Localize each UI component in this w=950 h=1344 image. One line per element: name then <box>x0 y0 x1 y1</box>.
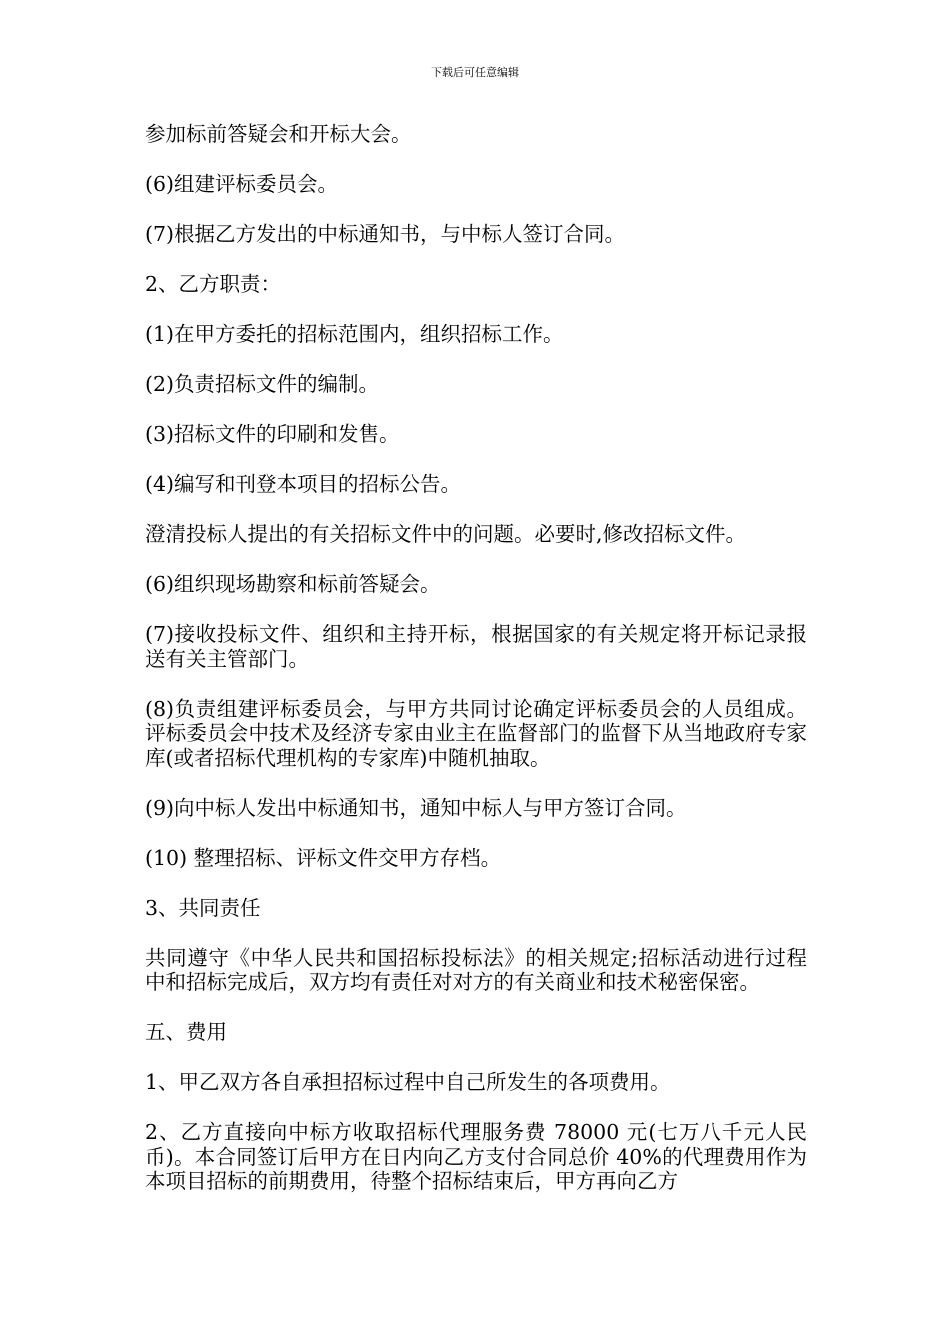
paragraph-19: 2、乙方直接向中标方收取招标代理服务费 78000 元(七万八千元人民币)。本合同签订后甲方在日内向乙方支付合同总价 40%的代理费用作为本项目招标的前期费用，待整个招标结束后，甲方再向乙方 <box>145 1120 807 1193</box>
paragraph-18: 1、甲乙双方各自承担招标过程中自己所发生的各项费用。 <box>145 1070 671 1094</box>
paragraph-7: (3)招标文件的印刷和发售。 <box>145 422 400 446</box>
paragraph-2: (6)组建评标委员会。 <box>145 172 339 196</box>
paragraph-13: (9)向中标人发出中标通知书，通知中标人与甲方签订合同。 <box>145 795 687 820</box>
paragraph-11: (7)接收投标文件、组织和主持开标，根据国家的有关规定将开标记录报送有关主管部门。 <box>145 622 807 671</box>
paragraph-1: 参加标前答疑会和开标大会。 <box>145 122 412 146</box>
document-body <box>145 122 807 1219</box>
paragraph-3: (7)根据乙方发出的中标通知书，与中标人签订合同。 <box>145 222 626 246</box>
paragraph-12: (8)负责组建评标委员会，与甲方共同讨论确定评标委员会的人员组成。评标委员会中技术及经济专家由业主在监督部门的监督下从当地政府专家库(或者招标代理机构的专家库)中随机抽取。 <box>145 696 807 770</box>
paragraph-9: 澄清投标人提出的有关招标文件中的问题。必要时,修改招标文件。 <box>145 522 747 546</box>
paragraph-10: (6)组织现场勘察和标前答疑会。 <box>145 572 441 596</box>
section-heading-joint-responsibility: 3、共同责任 <box>145 895 261 920</box>
paragraph-5: (1)在甲方委托的招标范围内，组织招标工作。 <box>145 322 564 346</box>
page-header: 下载后可任意编辑 <box>431 66 519 79</box>
paragraph-8: (4)编写和刊登本项目的招标公告。 <box>145 472 462 496</box>
section-heading-party-b-duties: 2、乙方职责： <box>145 272 282 296</box>
section-heading-fees: 五、费用 <box>145 1020 227 1044</box>
paragraph-14: (10) 整理招标、评标文件交甲方存档。 <box>145 845 502 870</box>
paragraph-16: 共同遵守《中华人民共和国招标投标法》的相关规定;招标活动进行过程中和招标完成后，双方均有责任对对方的有关商业和技术秘密保密。 <box>145 945 807 994</box>
paragraph-6: (2)负责招标文件的编制。 <box>145 372 380 396</box>
